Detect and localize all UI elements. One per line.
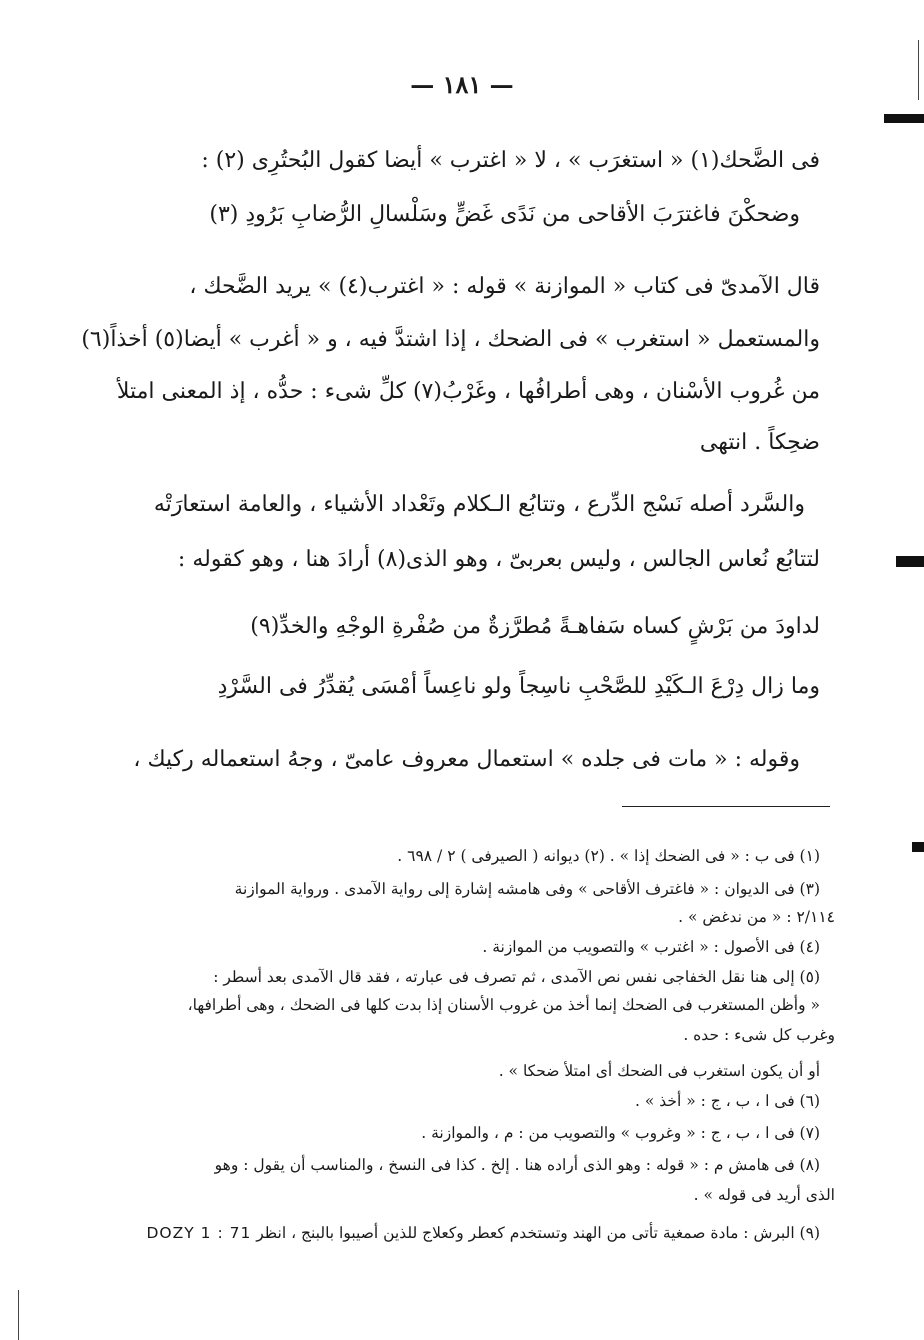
footnote-5-line-2: « وأظن المستغرب فى الضحك إنما أخذ من غروب الأسنان إذا بدت كلها فى الضحك ، وهى أطرافها،	[187, 996, 820, 1014]
verse-line-1: وضحكْنَ فاغترَبَ الأقاحى من نَدًى غَضٍّ وسَلْسالِ الرُّضابِ بَرُودِ (٣)	[209, 202, 800, 227]
footnote-9-text: (٩) البرش : مادة صمغية تأتى من الهند وتستخدم كعطر وكعلاج للذين أصيبوا بالبنج ، انظر	[256, 1224, 820, 1242]
footnote-1-2: (١) فى ب : « فى الضحك إذا » . (٢) ديوانه ( الصيرفى ) ٢ / ٦٩٨ .	[397, 847, 820, 865]
scan-mark-mid-right	[896, 556, 924, 567]
body-line-7: لتتابُع نُعاس الجالس ، وليس بعربىّ ، وهو الذى(٨) أرادَ هنا ، وهو كقوله :	[177, 547, 820, 572]
body-line-5: ضحِكاً . انتهى	[699, 430, 820, 455]
footnote-separator	[622, 806, 830, 807]
footnote-8-line-2: الذى أريد فى قوله » .	[693, 1186, 835, 1204]
footnote-5-line-1: (٥) إلى هنا نقل الخفاجى نفس نص الآمدى ، ثم تصرف فى عبارته ، فقد قال الآمدى بعد أسطر :	[213, 968, 820, 986]
verse-line-2: لداودَ من بَرْشٍ كساه سَفاهـةً مُطرَّزةٌ من صُفْرةِ الوجْهِ والخدِّ(٩)	[250, 614, 820, 639]
footnote-3-line-1: (٣) فى الديوان : « فاغترف الأقاحى » وفى هامشه إشارة إلى رواية الآمدى . ورواية الموازنة	[234, 880, 820, 898]
page-number: — ١٨١ —	[410, 70, 514, 99]
footnote-6: (٦) فى ا ، ب ، ج : « أخذ » .	[634, 1092, 820, 1110]
body-line-8: وقوله : « مات فى جلده » استعمال معروف عامىّ ، وجهُ استعماله ركيك ،	[133, 747, 800, 772]
footnote-5-line-3: وغرب كل شىء : حده .	[683, 1026, 835, 1044]
verse-line-3: وما زال دِرْعَ الـكَيْدِ للصَّحْبِ ناسِجاً ولو ناعِساً أمْسَى يُقدِّرُ فى السَّرْدِ	[217, 674, 820, 699]
footnote-9	[100, 1222, 820, 1244]
body-line-4: من غُروب الأسْنان ، وهى أطرافُها ، وغَرْبُ(٧) كلِّ شىء : حدُّه ، إذ المعنى امتلأ	[116, 379, 820, 404]
footnote-9-reference: DOZY 1 : 71	[146, 1224, 252, 1242]
footnote-3-line-2: ٢/١١٤ : « من ندغض » .	[678, 908, 835, 926]
body-line-2: قال الآمدىّ فى كتاب « الموازنة » قوله : « اغترب(٤) » يريد الضَّحك ،	[189, 274, 820, 299]
footnote-5-line-4: أو أن يكون استغرب فى الضحك أى امتلأ ضحكا » .	[498, 1062, 820, 1080]
footnote-4: (٤) فى الأصول : « اغترب » والتصويب من الموازنة .	[482, 938, 820, 956]
scan-mark-top-right	[884, 114, 924, 123]
body-line-3: والمستعمل « استغرب » فى الضحك ، إذا اشتدَّ فيه ، و « أغرب » أيضا(٥) أخذاً(٦)	[81, 327, 820, 352]
footnote-7: (٧) فى ا ، ب ، ج : « وغروب » والتصويب من : م ، والموازنة .	[421, 1124, 820, 1142]
scan-edge-line-right	[918, 40, 919, 100]
body-line-1: فى الضَّحك(١) « استغرَب » ، لا « اغترب » أيضا كقول البُحتُرِى (٢) :	[201, 148, 820, 173]
footnote-8-line-1: (٨) فى هامش م : « قوله : وهو الذى أراده هنا . إلخ . كذا فى النسخ ، والمناسب أن يقول : وهو	[214, 1156, 820, 1174]
scan-mark-lower-right	[912, 842, 924, 852]
body-line-6: والسَّرد أصله نَسْج الدِّرع ، وتتابُع الـكلام وتَعْداد الأشياء ، والعامة استعارَتْه	[153, 492, 805, 517]
scan-edge-line-left	[18, 1290, 19, 1340]
